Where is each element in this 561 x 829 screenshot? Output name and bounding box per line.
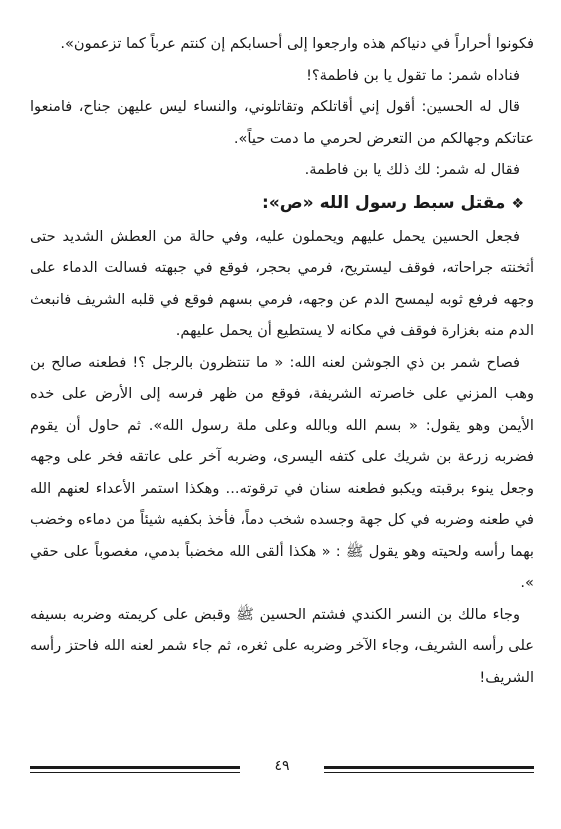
paragraph-1: فكونوا أحراراً في دنياكم هذه وارجعوا إلى أحسابكم إن كنتم عرباً كما تزعمون». [60, 35, 534, 52]
paragraph-3: قال له الحسين: أقول إني أقاتلكم وتقاتلوني، والنساء ليس عليهن جناح، فامنعوا عتاتكم وجهالكم من التعرض لحرمي ما دمت حياً». [30, 98, 534, 147]
paragraph-2: فناداه شمر: ما تقول يا بن فاطمة؟! [306, 66, 520, 84]
paragraph-4: فقال له شمر: لك ذلك يا بن فاطمة. [304, 161, 520, 178]
page-footer [30, 758, 534, 786]
section-heading-text: مقتل سبط رسول الله «ص»: [262, 192, 506, 213]
paragraph-5: فجعل الحسين يحمل عليهم ويحملون عليه، وفي حالة من العطش الشديد حتى أثخنته جراحاته، فوقف ليستريح، فرمي بحجر، فوقع في جبهته فسالت الدماء على وجهه فرفع ثوبه ليمسح الدم عن وجهه، فرمي بسهم فوقع في قلبه الشريف فانبعث الدم منه بغزارة فوقف في مكانه لا يستطيع أن يحمل عليهم. [30, 227, 534, 339]
page-number: ٤٩ [274, 758, 290, 774]
page-body [30, 28, 534, 693]
section-heading [30, 186, 534, 221]
diamond-bullet-icon: ❖ [511, 195, 524, 212]
paragraph-7: وجاء مالك بن النسر الكندي فشتم الحسين ﷺ وقبض على كريمته وضربه بسيفه على رأسه الشريف، وجاء الآخر وضربه على ثغره، ثم جاء شمر لعنه الله فاحتز رأسه الشريف! [30, 605, 534, 686]
paragraph-6: فصاح شمر بن ذي الجوشن لعنه الله: « ما تنتظرون بالرجل ؟! فطعنه صالح بن وهب المزني على خاصرته الشريفة، فوقع من ظهر فرسه إلى الأرض على خده الأيمن وهو يقول: « بسم الله وبالله وعلى ملة رسول الله». ثم حاول أن يقوم فضربه زرعة بن شريك على كتفه اليسرى، وضربه آخر على عاتقه فخر على وجهه وجعل ينوء برقبته ويكبو فطعنه سنان في ترقوته... وهكذا استمر الأعداء لعنهم الله في طعنه وضربه في كل جهة وجسده شخب دماً، فأخذ بكفيه شيئاً من دماءه وخضب بهما رأسه ولحيته وهو يقول ﷺ : « هكذا ألقى الله مخضباً بدمي، مغصوباً على حقي ». [30, 353, 534, 591]
